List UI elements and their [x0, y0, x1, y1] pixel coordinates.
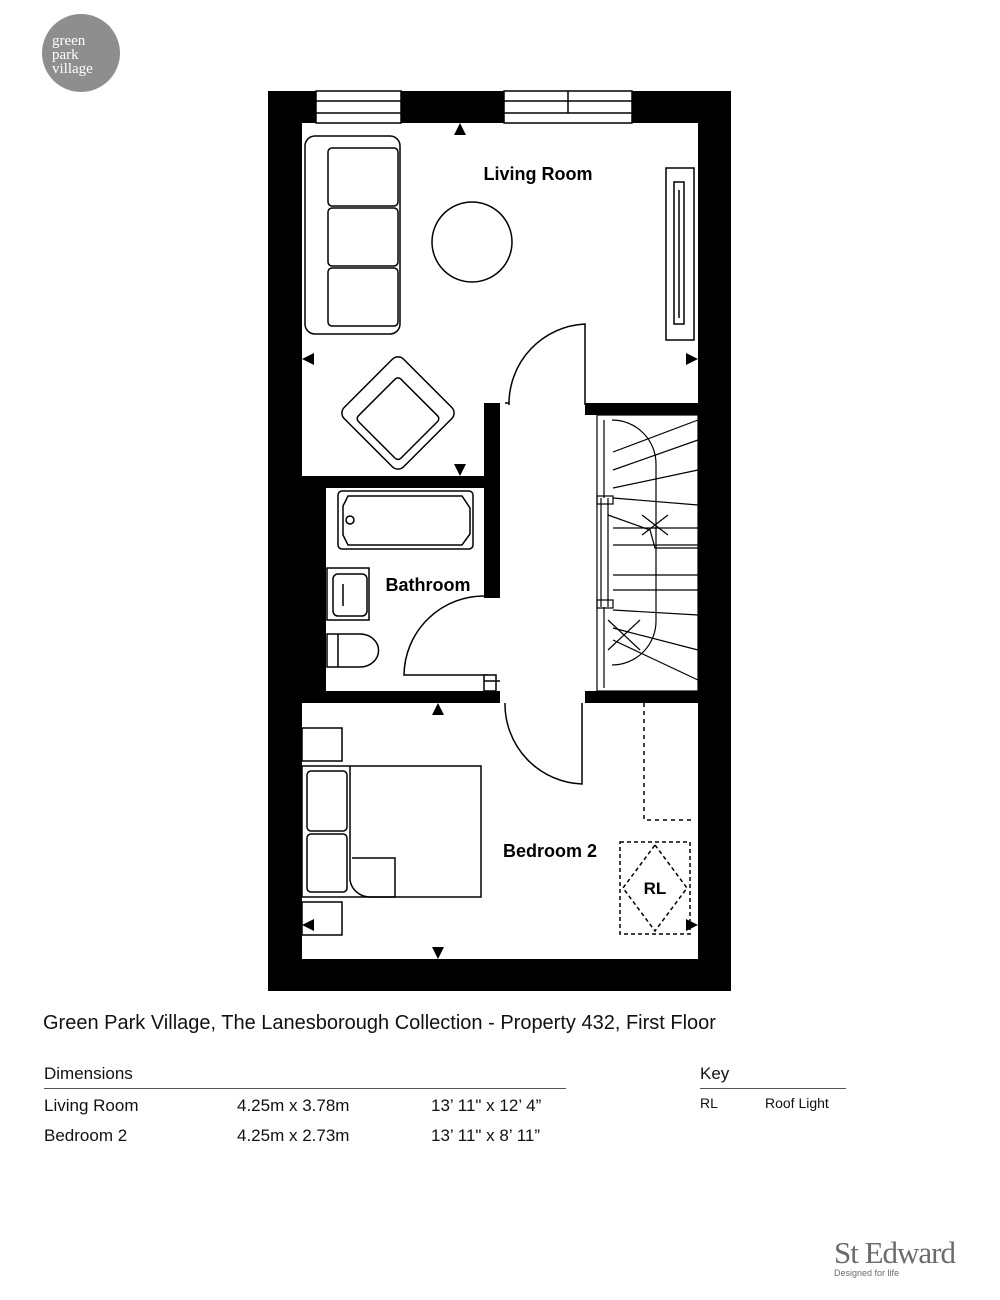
arrow-bed-right [686, 919, 698, 931]
room-name: Bedroom 2 [44, 1126, 128, 1145]
metric-size: 4.25m x 2.73m [237, 1126, 350, 1145]
key-heading: Key [700, 1064, 846, 1089]
key-code: RL [700, 1095, 718, 1111]
table-row [44, 1089, 566, 1119]
door-bathroom [404, 596, 488, 675]
bathroom-label: Bathroom [385, 575, 471, 595]
dimensions-heading: Dimensions [44, 1064, 566, 1089]
arrow-bed-top [432, 703, 444, 715]
logo-line-1: green [52, 33, 86, 49]
door-bedroom [505, 703, 582, 784]
wall-bath-bed [302, 691, 500, 703]
bath [338, 491, 473, 549]
table-row [44, 1119, 566, 1149]
bedside-table-bottom [302, 902, 342, 935]
roof-slope-line [644, 703, 695, 820]
dimensions-table [44, 1064, 566, 1149]
bedroom-2-label: Bedroom 2 [502, 841, 598, 861]
living-room-label: Living Room [483, 164, 593, 184]
basin [333, 574, 367, 616]
logo-line-2: park [52, 47, 79, 63]
logo-line-3: village [52, 61, 93, 77]
bedside-table-top [302, 728, 342, 761]
staircase [597, 415, 698, 691]
pillow [307, 834, 347, 892]
arrow-bed-left [302, 919, 314, 931]
arrow-living-right [686, 353, 698, 365]
armchair [339, 354, 458, 473]
arrow-living-left [302, 353, 314, 365]
wall-bath-left [302, 476, 326, 691]
coffee-table [432, 202, 512, 282]
pillow [307, 771, 347, 831]
key-table [700, 1064, 846, 1113]
sofa [305, 136, 400, 334]
wall-stair-bottom [585, 691, 698, 703]
st-edward-logo [834, 1236, 955, 1278]
bedroom-furniture [302, 703, 695, 935]
imperial-size: 13’ 11" x 8’ 11” [431, 1126, 541, 1145]
room-name: Living Room [44, 1096, 139, 1115]
roof-light-label: RL [643, 879, 667, 898]
key-item [700, 1089, 846, 1113]
wall-bath-right [484, 403, 500, 598]
sofa-cushion [328, 148, 398, 206]
wall-living-bath [302, 476, 500, 488]
sideboard [666, 168, 694, 340]
brand-name: St Edward [834, 1235, 956, 1270]
plan-caption: Green Park Village, The Lanesborough Collection - Property 432, First Floor [43, 1012, 716, 1034]
metric-size: 4.25m x 3.78m [237, 1096, 350, 1115]
imperial-size: 13’ 11" x 12’ 4” [431, 1096, 542, 1115]
wall-stair-top [585, 403, 698, 415]
sofa-cushion [328, 208, 398, 266]
sofa-cushion [328, 268, 398, 326]
arrow-living-bottom [454, 464, 466, 476]
arrow-bed-bottom [432, 947, 444, 959]
door-living [509, 324, 585, 405]
key-meaning: Roof Light [765, 1095, 829, 1111]
window-left [316, 91, 401, 123]
arrow-living-top [454, 123, 466, 135]
brand-tagline: Designed for life [834, 1268, 900, 1278]
toilet [327, 634, 379, 667]
